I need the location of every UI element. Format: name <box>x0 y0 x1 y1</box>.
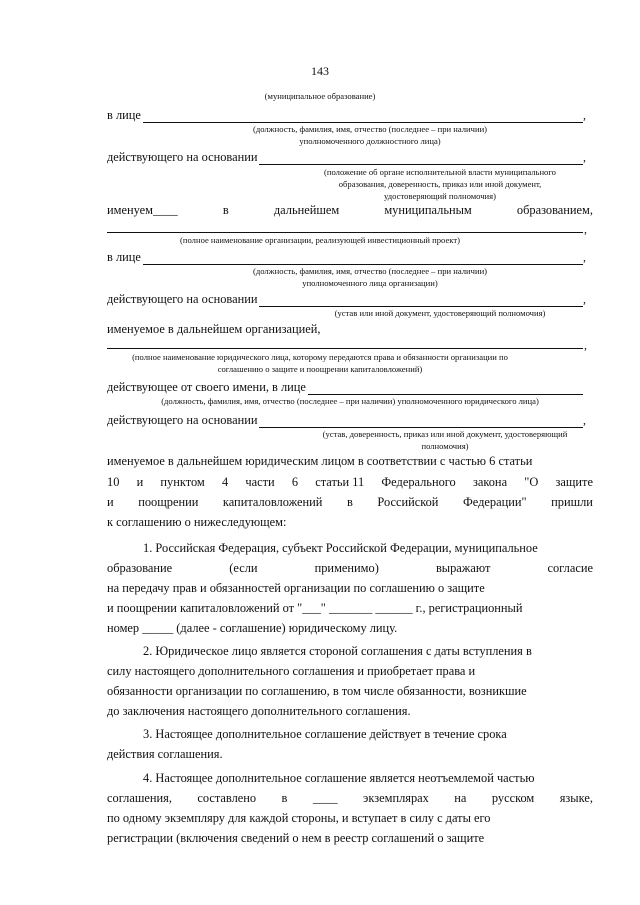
body-p2-line4: до заключения настоящего дополнительного соглашения. <box>107 704 411 718</box>
blank-line <box>143 111 583 123</box>
named-organization-line: именуемое в дальнейшем организацией, <box>107 322 321 336</box>
field-acting-basis-municipal: действующего на основании , <box>107 150 586 164</box>
blank-line-organization <box>107 231 583 233</box>
field-in-person-org: в лице , <box>107 250 586 264</box>
field-label: действующего на основании <box>107 150 258 164</box>
caption-municipal-formation: (муниципальное образование) <box>264 91 376 101</box>
caption-legal-entity-representative: (должность, фамилия, имя, отчество (последнее – при наличии) уполномоченного юридического лица) <box>161 396 539 406</box>
body-p1-line2: образование (если применимо) выражают согласие <box>107 561 593 575</box>
caption-basis-document: (положение об органе исполнительной власти муниципального образования, доверенность, приказ или иной документ, удостоверяющий полномочия) <box>324 167 556 201</box>
caption-official-name: (должность, фамилия, имя, отчество (последнее – при наличии) уполномоченного должностного лица) <box>252 124 488 146</box>
body-p1-line5: номер _____ (далее - соглашение) юридическому лицу. <box>107 621 398 635</box>
page-number: 143 <box>311 64 329 78</box>
body-p2-line1: 2. Юридическое лицо является стороной соглашения с даты вступления в <box>143 644 532 658</box>
field-acting-basis-org: действующего на основании , <box>107 292 586 306</box>
document-page: 143 (муниципальное образование) в лице , (должность, фамилия, имя, отчество (последнее – при наличии) уполномоченного должностного лица) действующего на основании , (положение об органе исполнительной власти муниципального образования, доверенность, приказ или иной документ, удостоверяющий полномочия) именуем____ в дальнейшем муниципальным образованием, , (полное наименование организации, реализующей инвестиционный проект) в лице , (должность, фамилия, имя, отчество (последнее – при наличии) уполномоченного лица организации) действующего на основании , (устав или иной документ, удостоверяющий полномочия) именуемое в дальнейшем организацией, , (полное наименование юридического лица, которому передаются права и обязанности организации по соглашению о защите и поощрении капиталовложений) действующее от своего имени, в лице (должность, фамилия, имя, отчество (последнее – при наличии) уполномоченного юридического лица) действующего на основании , (устав, доверенность, приказ или иной документ, удостоверяющий полномочия) именуемое в дальнейшем юридическим лицом в соответствии с частью 6 статьи 10 и пунктом 4 части 6 статьи 11 Федерального закона "О защите и поощрении капиталовложений в Российской Федерации" пришли к соглашению о нижеследующем: 1. Российская Федерация, субъект Российской Федерации, муниципальное образование (если применимо) выражают согласие на передачу прав и обязанностей организации по соглашению о защите и поощрении капиталовложений от "___" _______ ______ г., регистрационный номер _____ (далее - соглашение) юридическому лицу. 2. Юридическое лицо является стороной соглашения с даты вступления в силу настоящего дополнительного соглашения и приобретает права и обязанности организации по соглашению, в том числе обязанности, возникшие до заключения настоящего дополнительного соглашения. 3. Настоящее дополнительное соглашение действует в течение срока действия соглашения. 4. Настоящее дополнительное соглашение является неотъемлемой частью соглашения, составлено в ____ экземплярах на русском языке, по одному экземпляру для каждой стороны, и вступает в силу с даты его регистрации (включения сведений о нем в реестр соглашений о защите <box>0 0 640 905</box>
body-p4-line2: соглашения, составлено в ____ экземплярах на русском языке, <box>107 791 593 805</box>
body-p0-line4: к соглашению о нижеследующем: <box>107 515 287 529</box>
field-label: действующее от своего имени, в лице <box>107 380 306 394</box>
body-p4-line4: регистрации (включения сведений о нем в реестр соглашений о защите <box>107 831 485 845</box>
field-label: в лице <box>107 108 141 122</box>
field-label: действующего на основании <box>107 413 258 427</box>
caption-org-basis: (устав или иной документ, удостоверяющий полномочия) <box>334 308 546 318</box>
body-p1-line3: на передачу прав и обязанностей организации по соглашению о защите <box>107 581 485 595</box>
blank-line-legal-entity <box>107 347 583 349</box>
body-p0-line1: именуемое в дальнейшем юридическим лицом в соответствии с частью 6 статьи <box>107 454 533 468</box>
field-acting-basis-legal-entity: действующего на основании , <box>107 413 586 427</box>
body-p0-line2: 10 и пунктом 4 части 6 статьи 11 Федерального закона "О защите <box>107 475 593 489</box>
blank-line <box>259 416 583 428</box>
caption-legal-entity: (полное наименование юридического лица, которому передаются права и обязанности организации по соглашению о защите и поощрении капиталовложений) <box>132 352 508 374</box>
body-p3-line1: 3. Настоящее дополнительное соглашение действует в течение срока <box>143 727 507 741</box>
body-p1-line1: 1. Российская Федерация, субъект Российской Федерации, муниципальное <box>143 541 538 555</box>
body-p4-line1: 4. Настоящее дополнительное соглашение является неотъемлемой частью <box>143 771 535 785</box>
field-label: в лице <box>107 250 141 264</box>
blank-line <box>259 153 583 165</box>
body-p3-line2: действия соглашения. <box>107 747 223 761</box>
caption-organization-name: (полное наименование организации, реализующей инвестиционный проект) <box>180 235 460 245</box>
field-in-person-official: в лице , <box>107 108 586 122</box>
named-municipal-line: именуем____ в дальнейшем муниципальным образованием, <box>107 203 593 217</box>
caption-legal-entity-basis: (устав, доверенность, приказ или иной документ, удостоверяющий полномочия) <box>322 429 568 451</box>
body-p4-line3: по одному экземпляру для каждой стороны, и вступает в силу с даты его <box>107 811 491 825</box>
field-acting-own-name <box>107 380 587 395</box>
body-p2-line3: обязанности организации по соглашению, в том числе обязанности, возникшие <box>107 684 527 698</box>
blank-line <box>143 253 583 265</box>
body-p2-line2: силу настоящего дополнительного соглашения и приобретает права и <box>107 664 476 678</box>
field-label: действующего на основании <box>107 292 258 306</box>
blank-line <box>308 383 583 395</box>
blank-line <box>259 295 583 307</box>
body-p0-line3: и поощрении капиталовложений в Российской Федерации" пришли <box>107 495 593 509</box>
body-p1-line4: и поощрении капиталовложений от "___" _______ ______ г., регистрационный <box>107 601 523 615</box>
caption-org-representative: (должность, фамилия, имя, отчество (последнее – при наличии) уполномоченного лица организации) <box>252 266 488 288</box>
